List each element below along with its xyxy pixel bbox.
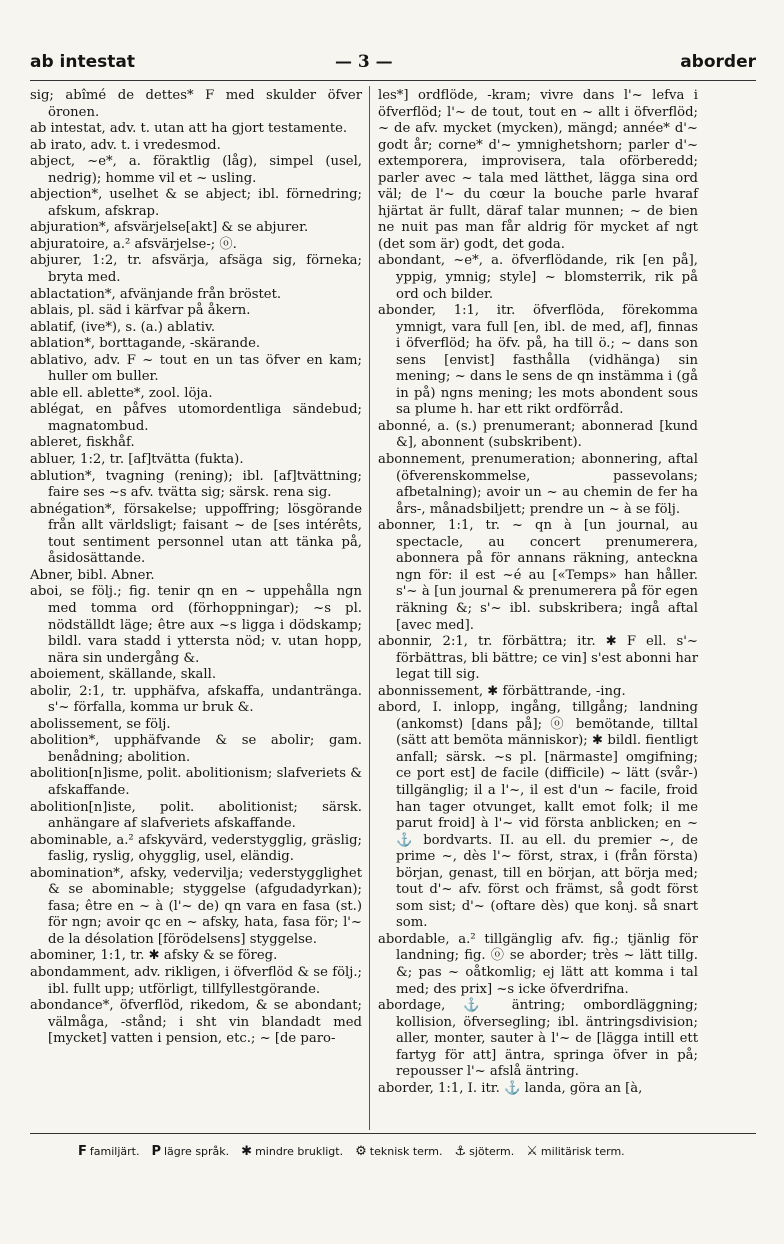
dictionary-entry: abonné, a. (s.) prenumerant; abonnerad [kund &], abonnent (subskribent). <box>378 418 698 451</box>
column-divider <box>369 86 370 1130</box>
dictionary-entry: abolition[n]isme, polit. abolitionism; slafveriets & afskaffande. <box>30 766 362 798</box>
legend-symbol-icon: ⚙ <box>355 1144 367 1159</box>
dictionary-entry: ablais, pl. säd i kärfvar på åkern. <box>30 303 251 319</box>
dictionary-entry: abolir, 2:1, tr. upphäfva, afskaffa, undantränga. s'~ förfalla, komma ur bruk &. <box>30 683 362 716</box>
dictionary-entry: ablation*, borttagande, -skärande. <box>30 336 261 352</box>
legend-text: teknisk term. <box>369 1145 443 1158</box>
dictionary-entry: abjuration*, afsvärjelse[akt] & se abjurer. <box>30 220 309 236</box>
legend-symbol-icon: ⚓ <box>454 1144 467 1159</box>
page-number: — 3 — <box>335 52 393 72</box>
dictionary-entry: ablatif, (ive*), s. (a.) ablativ. <box>30 319 216 335</box>
page-header <box>30 52 756 82</box>
dictionary-entry: abolition[n]iste, polit. abolitionist; särsk. anhängare af slafveriets afskaffande. <box>30 799 362 832</box>
legend-item <box>526 1144 624 1159</box>
symbol-legend <box>78 1144 728 1159</box>
dictionary-entry: abondance*, öfverflöd, rikedom, & se abondant; välmåga, -stånd; i sht vin blandadt med [mycket] vatten i pension, etc.; ~ [de paro- <box>30 998 362 1047</box>
dictionary-entry: abordage, ⚓ äntring; ombordläggning; kollision, öfversegling; ibl. äntringsdivision; aller, monter, sauter à l'~ de [lägga intill ett fartyg för att] äntra, springa öfver in på; repousser l'~ afslå äntring. <box>378 998 698 1080</box>
dictionary-entry: abordable, a.² tillgänglig afv. fig.; tjänlig för landning; fig. ⓞ se aborder; très ~ lätt tillg. &; pas ~ oåtkomlig; ej lätt att komma i tal med; des prix] ~s icke öfverdrifna. <box>378 931 698 997</box>
dictionary-entry: les*] ordflöde, -kram; vivre dans l'~ lefva i öfverflöd; l'~ de tout, tout en ~ allt i öfverflöd; ~ de afv. mycket (mycken), mängd; année* d'~ godt år; corne* d'~ ymnighetshorn; parler d'~ extemporera, improvisera, tala oförberedd; parler avec ~ tala med lätthet, lägga sina ord väl; de l'~ du cœur la bouche parle hvaraf hjärtat är fullt, däraf talar munnen; ~ de bien ne nuit pas man får aldrig för mycket af ngt (det som är) godt, det goda. <box>378 88 698 252</box>
legend-text: familjärt. <box>89 1145 140 1158</box>
dictionary-entry: ablactation*, afvänjande från bröstet. <box>30 286 282 302</box>
dictionary-entry: abnégation*, försakelse; uppoffring; lösgörande från allt världsligt; faisant ~ de [ses intérêts, tout sentiment personnel utan att tänka på, åsidosättande. <box>30 501 362 567</box>
legend-item <box>355 1144 442 1159</box>
dictionary-entry: abonner, 1:1, tr. ~ qn à [un journal, au spectacle, au concert prenumerera, abonnera på för annans räkning, anteckna ngn för: il est ~é au [«Temps» han håller. s'~ à [un journal & prenumerera på för egen räkning &; s'~ ibl. subskribera; ingå aftal [avec med]. <box>378 518 698 633</box>
header-rule <box>30 80 756 81</box>
dictionary-entry: abonder, 1:1, itr. öfverflöda, förekomma ymnigt, vara full [en, ibl. de med, af], finnas i öfverflöd; ha öfv. på, ha till ö.; ~ dans son sens [envist] fasthålla (vidhänga) sin mening; ~ dans le sens de qn instämma i (gå in på) ngns mening; les mots abondent sous sa plume h. har ett rikt ordförråd. <box>378 303 698 418</box>
dictionary-entry: abondant, ~e*, a. öfverflödande, rik [en på], yppig, ymnig; style] ~ blomsterrik, rik på ord och bilder. <box>378 253 698 302</box>
dictionary-entry: ablativo, adv. F ~ tout en un tas öfver en kam; huller om buller. <box>30 352 362 385</box>
dictionary-entry: Abner, bibl. Abner. <box>30 567 155 583</box>
dictionary-entry: ab intestat, adv. t. utan att ha gjort testamente. <box>30 121 348 137</box>
footer-rule <box>30 1133 756 1134</box>
legend-item <box>151 1144 229 1159</box>
dictionary-entry: aborder, 1:1, I. itr. ⚓ landa, göra an [à, <box>378 1080 643 1096</box>
legend-symbol-icon: ✱ <box>241 1144 253 1159</box>
legend-item <box>78 1144 139 1159</box>
dictionary-entry: sig; abîmé de dettes* F med skulder öfver öronen. <box>30 88 362 120</box>
left-column <box>30 88 362 1048</box>
right-column <box>378 88 698 1097</box>
legend-symbol-icon: F <box>78 1144 87 1159</box>
dictionary-entry: ablégat, en påfves utomordentliga sändebud; magnatombud. <box>30 402 362 434</box>
legend-item <box>241 1144 343 1159</box>
left-running-headword: ab intestat <box>30 52 135 72</box>
dictionary-entry: abonnissement, ✱ förbättrande, -ing. <box>378 683 626 699</box>
dictionary-entry: ablution*, tvagning (rening); ibl. [af]tvättning; faire ses ~s afv. tvätta sig; särsk. rena sig. <box>30 468 362 501</box>
right-running-headword: aborder <box>680 52 756 72</box>
legend-text: militärisk term. <box>540 1145 625 1158</box>
dictionary-entry: abject, ~e*, a. föraktlig (låg), simpel (usel, nedrig); homme vil et ~ usling. <box>30 154 362 186</box>
legend-symbol-icon: ⚔ <box>526 1144 538 1159</box>
legend-text: sjöterm. <box>469 1145 515 1158</box>
dictionary-entry: abominer, 1:1, tr. ✱ afsky & se föreg. <box>30 948 278 964</box>
dictionary-entry: able ell. ablette*, zool. löja. <box>30 385 213 401</box>
dictionary-entry: aboiement, skällande, skall. <box>30 667 217 683</box>
dictionary-entry: abominable, a.² afskyvärd, vederstygglig, gräslig; faslig, ryslig, ohygglig, usel, eländig. <box>30 832 362 865</box>
legend-symbol-icon: P <box>151 1144 161 1159</box>
dictionary-entry: abomination*, afsky, vedervilja; vederstygglighet & se abominable; styggelse (afgudadyrkan); fasa; être en ~ à (l'~ de) qn vara en fasa (st.) för ngn; avoir qc en ~ afsky, hata, fasa för; l'~ de la désolation [förödelsens] styggelse. <box>30 865 362 947</box>
dictionary-entry: abord, I. inlopp, ingång, tillgång; landning (ankomst) [dans på]; ⓞ bemötande, tilltal (sätt att bemöta människor); ✱ bildl. fientligt anfall; särsk. ~s pl. [närmaste] omgifning; ce port est] de facile (difficile) ~ lätt (svår-) tillgänglig; il a l'~, il est d'un ~ facile, froid han tager otvunget, kallt emot folk; il me parut froid] à l'~ vid första anblicken; en ~ ⚓ bordvarts. II. au ell. du premier ~, de prime ~, dès l'~ först, strax, i (från första) början, genast, till en början, att börja med; tout d'~ afv. först och främst, så godt först som sist; d'~ (oftare dès) que konj. så snart som. <box>378 700 698 931</box>
dictionary-entry: ableret, fiskhåf. <box>30 435 135 451</box>
dictionary-entry: abluer, 1:2, tr. [af]tvätta (fukta). <box>30 452 244 468</box>
dictionary-entry: abjection*, uselhet & se abject; ibl. förnedring; afskum, afskrap. <box>30 187 362 219</box>
dictionary-entry: ab irato, adv. t. i vredesmod. <box>30 137 221 153</box>
dictionary-entry: abolition*, upphäfvande & se abolir; gam. benådning; abolition. <box>30 733 362 765</box>
dictionary-entry: abjurer, 1:2, tr. afsvärja, afsäga sig, förneka; bryta med. <box>30 253 362 286</box>
dictionary-entry: abjuratoire, a.² afsvärjelse-; ⓞ. <box>30 236 237 252</box>
legend-item <box>454 1144 514 1159</box>
dictionary-entry: aboi, se följ.; fig. tenir qn en ~ uppehålla ngn med tomma ord (förhoppningar); ~s pl. nödställdt läge; être aux ~s ligga i dödskamp; bildl. vara stadd i yttersta nöd; v. utan hopp, nära sin undergång &. <box>30 584 362 666</box>
dictionary-entry: abondamment, adv. rikligen, i öfverflöd & se följ.; ibl. fullt upp; utförligt, tillfyllestgörande. <box>30 964 362 997</box>
dictionary-entry: abonnement, prenumeration; abonnering, aftal (öfverenskommelse, passevolans; afbetalning); avoir un ~ au chemin de fer ha års-, månadsbiljett; prendre un ~ à se följ. <box>378 452 698 517</box>
legend-text: lägre språk. <box>164 1145 230 1158</box>
dictionary-entry: abolissement, se följ. <box>30 716 171 732</box>
legend-text: mindre brukligt. <box>255 1145 344 1158</box>
dictionary-entry: abonnir, 2:1, tr. förbättra; itr. ✱ F ell. s'~ förbättras, bli bättre; ce vin] s'est abonni har legat till sig. <box>378 634 698 683</box>
